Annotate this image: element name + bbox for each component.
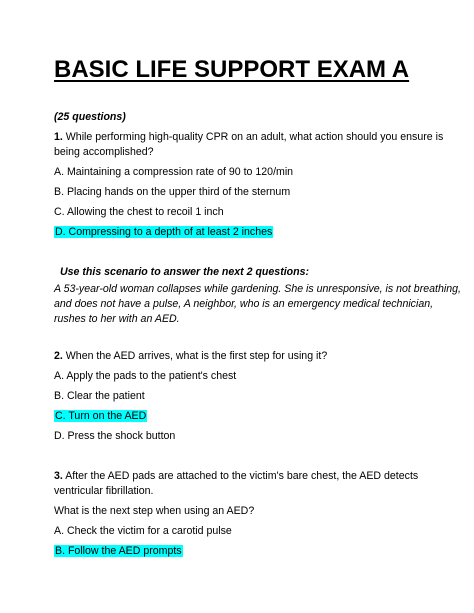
question-1-option-c: C. Allowing the chest to recoil 1 inch — [54, 206, 224, 218]
question-1-number: 1. — [54, 131, 63, 143]
scenario-heading: Use this scenario to answer the next 2 questions: — [60, 266, 310, 278]
question-1-text-line1 — [54, 130, 443, 145]
page-title: BASIC LIFE SUPPORT EXAM A — [54, 56, 410, 83]
question-3-text-line1 — [54, 469, 418, 484]
question-3-option-b-row — [54, 544, 183, 559]
question-2-option-c-row — [54, 409, 147, 424]
question-1-option-d-row — [54, 225, 273, 240]
question-2-option-b: B. Clear the patient — [54, 390, 145, 402]
question-1-option-a: A. Maintaining a compression rate of 90 to 120/min — [54, 166, 294, 178]
scenario-text-line1: A 53-year-old woman collapses while gardening. She is unresponsive, is not breathing, — [54, 283, 461, 295]
question-2-option-d: D. Press the shock button — [54, 430, 176, 442]
question-3-option-b-highlighted: B. Follow the AED prompts — [55, 545, 182, 557]
question-3-option-a: A. Check the victim for a carotid pulse — [54, 525, 232, 537]
question-count: (25 questions) — [54, 111, 126, 123]
question-2-option-c-highlighted: C. Turn on the AED — [55, 410, 147, 422]
question-3-number: 3. — [54, 470, 63, 482]
scenario-text-line2: and does not have a pulse, A neighbor, who is an emergency medical technician, — [54, 298, 434, 310]
question-2-text: When the AED arrives, what is the first step for using it? — [65, 350, 328, 362]
question-2-text-line1 — [54, 349, 327, 364]
question-1-option-d-highlighted: D. Compressing to a depth of at least 2 inches — [55, 226, 273, 238]
question-2-option-a: A. Apply the pads to the patient's chest — [54, 370, 237, 382]
question-1-option-b: B. Placing hands on the upper third of the sternum — [54, 186, 291, 198]
question-3-prompt: What is the next step when using an AED? — [54, 505, 255, 517]
question-3-text: After the AED pads are attached to the victim's bare chest, the AED detects — [65, 470, 419, 482]
scenario-text-line3: rushes to her with an AED. — [54, 313, 180, 325]
question-1-text: While performing high-quality CPR on an adult, what action should you ensure is — [65, 131, 444, 143]
question-2-number: 2. — [54, 350, 63, 362]
question-3-text-line2: ventricular fibrillation. — [54, 485, 154, 497]
question-1-text-line2: being accomplished? — [54, 146, 154, 158]
